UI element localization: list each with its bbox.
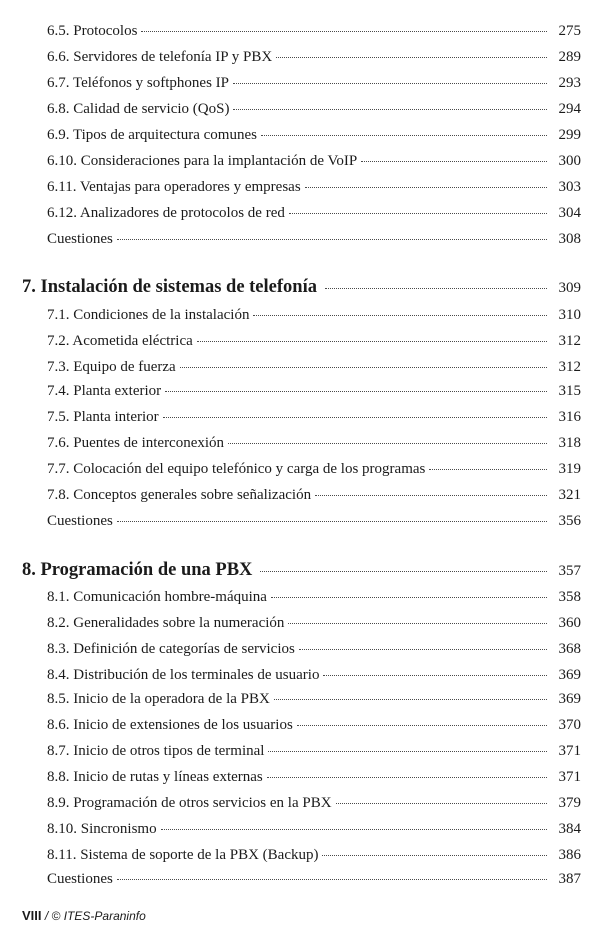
- toc-entry-page: 300: [558, 153, 581, 169]
- chapter-title: 7. Instalación de sistemas de telefonía: [22, 277, 317, 297]
- toc-entry: [47, 715, 581, 735]
- leader-dots: [305, 186, 547, 188]
- chapter-page: 309: [558, 280, 581, 296]
- toc-entry: [47, 381, 581, 401]
- leader-dots: [315, 494, 547, 496]
- toc-entry: [47, 741, 581, 761]
- chapter-title: 8. Programación de una PBX: [22, 560, 253, 580]
- toc-entry-label: 8.8. Inicio de rutas y líneas externas: [47, 769, 263, 785]
- toc-entry: [47, 99, 581, 119]
- toc-entry: [47, 845, 581, 865]
- toc-entry-label: Cuestiones: [47, 513, 113, 529]
- toc-entry-label: 7.3. Equipo de fuerza: [47, 359, 176, 375]
- leader-dots: [323, 674, 547, 676]
- toc-entry-label: 7.1. Condiciones de la instalación: [47, 307, 250, 323]
- leader-dots: [253, 314, 547, 316]
- toc-entry: [47, 459, 581, 479]
- toc-entry-page: 360: [558, 615, 581, 631]
- leader-dots: [261, 134, 547, 136]
- toc-entry-page: 356: [558, 513, 581, 529]
- toc-chapter-heading: [22, 275, 581, 299]
- toc-entry-page: 310: [558, 307, 581, 323]
- toc-entry-label: 8.4. Distribución de los terminales de usuario: [47, 667, 320, 683]
- toc-entry-label: 7.8. Conceptos generales sobre señalización: [47, 487, 312, 503]
- leader-dots: [274, 698, 547, 700]
- toc-entry-label: 6.5. Protocolos: [47, 23, 138, 39]
- toc-entry-questions: [47, 511, 581, 531]
- leader-dots: [271, 596, 547, 598]
- toc-entry-label: 7.5. Planta interior: [47, 409, 159, 425]
- toc-entry-page: 379: [558, 795, 581, 811]
- toc-entry: [47, 21, 581, 41]
- toc-entry: [47, 407, 581, 427]
- footer-publisher: © ITES-Paraninfo: [51, 909, 146, 923]
- toc-entry-page: 293: [558, 75, 581, 91]
- leader-dots: [276, 56, 547, 58]
- toc-entry-page: 369: [558, 667, 581, 683]
- leader-dots: [260, 570, 547, 572]
- toc-entry-page: 308: [558, 231, 581, 247]
- toc-entry-label: 8.7. Inicio de otros tipos de terminal: [47, 743, 265, 759]
- leader-dots: [163, 416, 547, 418]
- toc-entry: [47, 665, 581, 685]
- leader-dots: [325, 287, 547, 289]
- toc-entry-page: 371: [558, 769, 581, 785]
- toc-entry-page: 371: [558, 743, 581, 759]
- toc-entry-page: 275: [558, 23, 581, 39]
- toc-entry-page: 358: [558, 589, 581, 605]
- footer-separator: /: [44, 909, 49, 923]
- page-footer: [22, 908, 146, 923]
- toc-entry-label: 6.10. Consideraciones para la implantación de VoIP: [47, 153, 358, 169]
- toc-entry-page: 312: [558, 333, 581, 349]
- toc-entry-page: 318: [558, 435, 581, 451]
- toc-entry: [47, 305, 581, 325]
- toc-entry-page: 370: [558, 717, 581, 733]
- leader-dots: [141, 30, 547, 32]
- leader-dots: [165, 390, 547, 392]
- toc-entry: [47, 151, 581, 171]
- leader-dots: [429, 468, 547, 470]
- toc-entry-page: 289: [558, 49, 581, 65]
- leader-dots: [228, 442, 547, 444]
- leader-dots: [322, 854, 547, 856]
- toc-entry: [47, 639, 581, 659]
- toc-entry: [47, 331, 581, 351]
- toc-entry-label: 7.6. Puentes de interconexión: [47, 435, 225, 451]
- toc-entry-label: 6.11. Ventajas para operadores y empresas: [47, 179, 301, 195]
- toc-entry-page: 384: [558, 821, 581, 837]
- toc-entry-page: 369: [558, 691, 581, 707]
- toc-entry: [47, 433, 581, 453]
- leader-dots: [180, 366, 547, 368]
- toc-entry-label: 6.8. Calidad de servicio (QoS): [47, 101, 230, 117]
- toc-entry: [47, 125, 581, 145]
- toc-entry-page: 299: [558, 127, 581, 143]
- toc-entry-page: 386: [558, 847, 581, 863]
- toc-entry: [47, 357, 581, 377]
- leader-dots: [288, 622, 547, 624]
- toc-entry: [47, 613, 581, 633]
- toc-entry-label: 6.12. Analizadores de protocolos de red: [47, 205, 285, 221]
- toc-entry-label: 8.5. Inicio de la operadora de la PBX: [47, 691, 270, 707]
- leader-dots: [267, 776, 547, 778]
- toc-entry: [47, 485, 581, 505]
- leader-dots: [117, 238, 547, 240]
- toc-entry: [47, 689, 581, 709]
- toc-entry-label: 8.6. Inicio de extensiones de los usuarios: [47, 717, 293, 733]
- leader-dots: [361, 160, 547, 162]
- toc-entry-page: 316: [558, 409, 581, 425]
- toc-entry: [47, 793, 581, 813]
- leader-dots: [161, 828, 547, 830]
- toc-entry: [47, 203, 581, 223]
- toc-entry: [47, 819, 581, 839]
- leader-dots: [117, 520, 547, 522]
- toc-entry-page: 368: [558, 641, 581, 657]
- toc-entry-label: 7.4. Planta exterior: [47, 383, 162, 399]
- chapter-page: 357: [558, 563, 581, 579]
- toc-entry-page: 315: [558, 383, 581, 399]
- toc-entry-page: 303: [558, 179, 581, 195]
- toc-entry: [47, 767, 581, 787]
- toc-entry-label: 6.9. Tipos de arquitectura comunes: [47, 127, 257, 143]
- toc-entry-questions: [47, 869, 581, 889]
- toc-entry-page: 387: [558, 871, 581, 887]
- toc-entry-page: 294: [558, 101, 581, 117]
- leader-dots: [233, 82, 547, 84]
- leader-dots: [336, 802, 547, 804]
- toc-entry-page: 312: [558, 359, 581, 375]
- toc-chapter-heading: [22, 558, 581, 582]
- toc-entry-page: 321: [558, 487, 581, 503]
- leader-dots: [297, 724, 547, 726]
- toc-entry: [47, 47, 581, 67]
- toc-entry-label: 6.7. Teléfonos y softphones IP: [47, 75, 229, 91]
- toc-entry-label: 8.10. Sincronismo: [47, 821, 157, 837]
- footer-page-number: VIII: [22, 908, 42, 923]
- leader-dots: [289, 212, 547, 214]
- toc-entry: [47, 73, 581, 93]
- toc-entry-questions: [47, 229, 581, 249]
- leader-dots: [197, 340, 547, 342]
- toc-entry-label: 8.3. Definición de categorías de servicios: [47, 641, 295, 657]
- toc-entry-label: Cuestiones: [47, 231, 113, 247]
- toc-entry-label: Cuestiones: [47, 871, 113, 887]
- leader-dots: [268, 750, 547, 752]
- leader-dots: [233, 108, 547, 110]
- toc-entry-page: 319: [558, 461, 581, 477]
- toc-entry: [47, 177, 581, 197]
- toc-entry-label: 7.2. Acometida eléctrica: [47, 333, 193, 349]
- toc-entry-label: 6.6. Servidores de telefonía IP y PBX: [47, 49, 273, 65]
- toc-entry-page: 304: [558, 205, 581, 221]
- leader-dots: [117, 878, 547, 880]
- toc-entry-label: 7.7. Colocación del equipo telefónico y carga de los programas: [47, 461, 426, 477]
- toc-entry-label: 8.11. Sistema de soporte de la PBX (Backup): [47, 847, 319, 863]
- toc-entry-label: 8.1. Comunicación hombre-máquina: [47, 589, 267, 605]
- toc-entry-label: 8.9. Programación de otros servicios en la PBX: [47, 795, 332, 811]
- leader-dots: [299, 648, 547, 650]
- toc-entry: [47, 587, 581, 607]
- toc-entry-label: 8.2. Generalidades sobre la numeración: [47, 615, 285, 631]
